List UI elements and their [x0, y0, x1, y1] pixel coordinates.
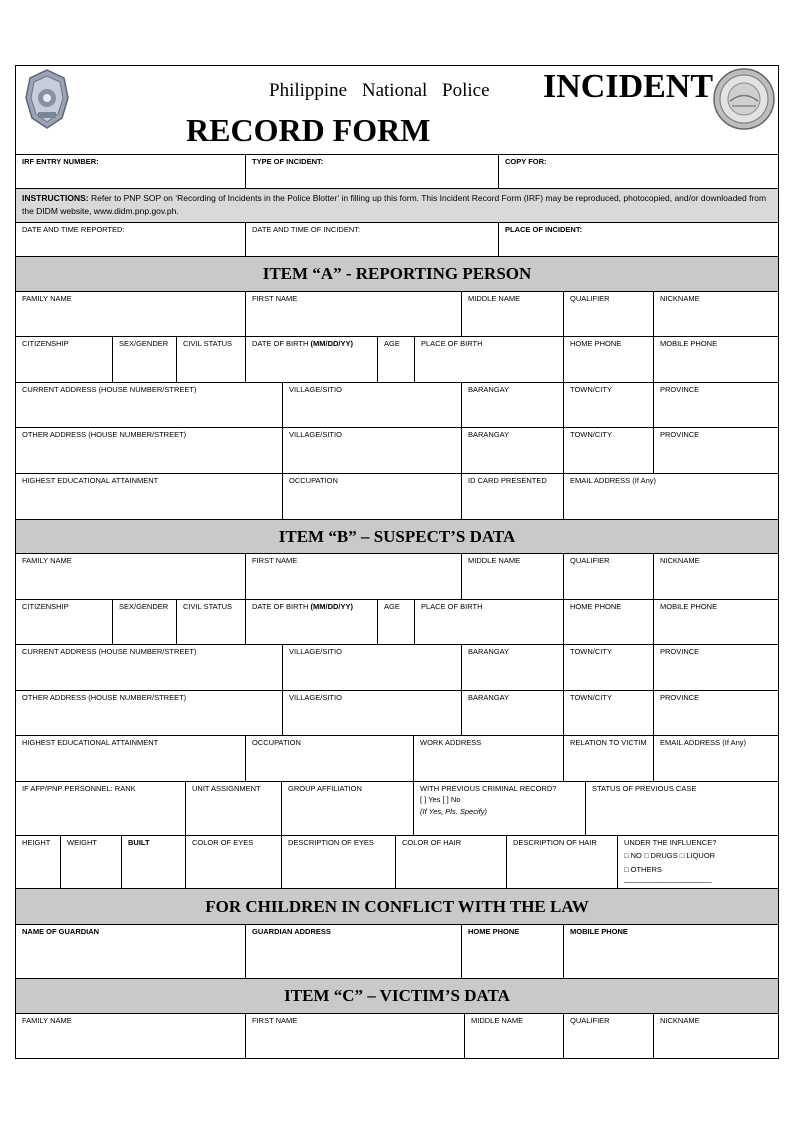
a-other-address-field[interactable]: OTHER ADDRESS (HOUSE NUMBER/STREET): [22, 430, 187, 439]
a-id-card-field[interactable]: ID CARD PRESENTED: [461, 474, 563, 519]
dob-label: DATE OF BIRTH: [252, 339, 309, 348]
b-description-eyes-field[interactable]: DESCRIPTION OF EYES: [281, 836, 395, 888]
section-cicl-title: FOR CHILDREN IN CONFLICT WITH THE LAW: [16, 888, 778, 924]
a-mobile-phone-field[interactable]: MOBILE PHONE: [653, 337, 778, 382]
under-influence-label: UNDER THE INFLUENCE?: [624, 838, 717, 847]
prev-record-specify: (If Yes, Pls. Specify): [420, 806, 487, 816]
b-town-field[interactable]: TOWN/CITY: [563, 645, 653, 690]
b-education-field[interactable]: HIGHEST EDUCATIONAL ATTAINMENT: [22, 738, 159, 747]
place-of-incident-field[interactable]: PLACE OF INCIDENT:: [498, 223, 778, 256]
b-citizenship-field[interactable]: CITIZENSHIP: [22, 602, 69, 611]
b-place-of-birth-field[interactable]: PLACE OF BIRTH: [414, 600, 563, 644]
seal-icon: [713, 68, 775, 130]
b-other-address-field[interactable]: OTHER ADDRESS (HOUSE NUMBER/STREET): [22, 693, 187, 702]
a-home-phone-field[interactable]: HOME PHONE: [563, 337, 653, 382]
a-place-of-birth-field[interactable]: PLACE OF BIRTH: [414, 337, 563, 382]
b-relation-victim-field[interactable]: RELATION TO VICTIM: [563, 736, 653, 781]
a-current-address-field[interactable]: CURRENT ADDRESS (HOUSE NUMBER/STREET): [22, 385, 197, 394]
a-first-name-field[interactable]: FIRST NAME: [245, 292, 461, 336]
b-qualifier-field[interactable]: QUALIFIER: [563, 554, 653, 599]
a-other-barangay-field[interactable]: BARANGAY: [461, 428, 563, 473]
b-afp-rank-field[interactable]: IF AFP/PNP PERSONNEL: RANK: [22, 784, 136, 793]
title-record-form: RECORD FORM: [186, 112, 431, 148]
c-qualifier-field[interactable]: QUALIFIER: [563, 1014, 653, 1058]
b-province-field[interactable]: PROVINCE: [653, 645, 778, 690]
b-home-phone-field[interactable]: HOME PHONE: [563, 600, 653, 644]
a-other-province-field[interactable]: PROVINCE: [653, 428, 778, 473]
b-built-field[interactable]: BUILT: [121, 836, 185, 888]
c-middle-name-field[interactable]: MIDDLE NAME: [464, 1014, 563, 1058]
b-other-province-field[interactable]: PROVINCE: [653, 691, 778, 735]
b-sex-gender-field[interactable]: SEX/GENDER: [112, 600, 176, 644]
c-nickname-field[interactable]: NICKNAME: [653, 1014, 778, 1058]
a-email-field[interactable]: EMAIL ADDRESS (If Any): [563, 474, 778, 519]
org-name: Philippine National Police: [269, 80, 490, 101]
b-mobile-phone-field[interactable]: MOBILE PHONE: [653, 600, 778, 644]
b-under-influence-field[interactable]: [617, 836, 778, 888]
c-first-name-field[interactable]: FIRST NAME: [245, 1014, 464, 1058]
a-civil-status-field[interactable]: CIVIL STATUS: [176, 337, 245, 382]
guardian-home-phone-field[interactable]: HOME PHONE: [461, 925, 563, 978]
dob-label: DATE OF BIRTH: [252, 602, 309, 611]
a-nickname-field[interactable]: NICKNAME: [653, 292, 778, 336]
section-item-b-title: ITEM “B” – SUSPECT’S DATA: [16, 519, 778, 553]
form-header: [16, 66, 778, 154]
a-age-field[interactable]: AGE: [377, 337, 414, 382]
a-education-field[interactable]: HIGHEST EDUCATIONAL ATTAINMENT: [22, 476, 159, 485]
a-sex-gender-field[interactable]: SEX/GENDER: [112, 337, 176, 382]
b-other-village-field[interactable]: VILLAGE/SITIO: [282, 691, 461, 735]
b-date-of-birth-field[interactable]: [245, 600, 377, 644]
influence-others-line: _____________________: [624, 874, 712, 884]
a-barangay-field[interactable]: BARANGAY: [461, 383, 563, 427]
c-family-name-field[interactable]: FAMILY NAME: [22, 1016, 72, 1025]
a-date-of-birth-field[interactable]: [245, 337, 377, 382]
title-incident: INCIDENT: [543, 68, 714, 105]
b-current-address-field[interactable]: CURRENT ADDRESS (HOUSE NUMBER/STREET): [22, 647, 197, 656]
a-qualifier-field[interactable]: QUALIFIER: [563, 292, 653, 336]
dob-format: (MM/DD/YY): [310, 339, 353, 348]
a-other-village-field[interactable]: VILLAGE/SITIO: [282, 428, 461, 473]
b-occupation-field[interactable]: OCCUPATION: [245, 736, 413, 781]
b-color-hair-field[interactable]: COLOR OF HAIR: [395, 836, 506, 888]
b-height-field[interactable]: HEIGHT: [22, 838, 51, 847]
a-town-field[interactable]: TOWN/CITY: [563, 383, 653, 427]
b-email-field[interactable]: EMAIL ADDRESS (If Any): [653, 736, 778, 781]
a-province-field[interactable]: PROVINCE: [653, 383, 778, 427]
prev-record-yesno[interactable]: [ ] Yes [ ] No: [420, 795, 461, 805]
guardian-mobile-phone-field[interactable]: MOBILE PHONE: [563, 925, 778, 978]
a-occupation-field[interactable]: OCCUPATION: [282, 474, 461, 519]
guardian-address-field[interactable]: GUARDIAN ADDRESS: [245, 925, 461, 978]
pnp-badge-icon: [24, 68, 70, 130]
b-previous-record-field[interactable]: [413, 782, 585, 835]
a-family-name-field[interactable]: FAMILY NAME: [22, 294, 72, 303]
b-nickname-field[interactable]: NICKNAME: [653, 554, 778, 599]
b-color-eyes-field[interactable]: COLOR OF EYES: [185, 836, 281, 888]
b-unit-assignment-field[interactable]: UNIT ASSIGNMENT: [185, 782, 281, 835]
guardian-name-field[interactable]: NAME OF GUARDIAN: [22, 927, 100, 936]
incident-record-form: [15, 65, 779, 1059]
influence-options[interactable]: □ NO □ DRUGS □ LIQUOR: [624, 851, 716, 861]
b-barangay-field[interactable]: BARANGAY: [461, 645, 563, 690]
section-item-a-title: ITEM “A” - REPORTING PERSON: [16, 256, 778, 291]
b-civil-status-field[interactable]: CIVIL STATUS: [176, 600, 245, 644]
instructions-label: INSTRUCTIONS:: [22, 193, 89, 203]
section-item-c-title: ITEM “C” – VICTIM’S DATA: [16, 978, 778, 1013]
b-first-name-field[interactable]: FIRST NAME: [245, 554, 461, 599]
b-age-field[interactable]: AGE: [377, 600, 414, 644]
a-citizenship-field[interactable]: CITIZENSHIP: [22, 339, 69, 348]
type-of-incident-field[interactable]: TYPE OF INCIDENT:: [245, 155, 498, 188]
a-village-field[interactable]: VILLAGE/SITIO: [282, 383, 461, 427]
b-middle-name-field[interactable]: MIDDLE NAME: [461, 554, 563, 599]
instructions-text: Refer to PNP SOP on ‘Recording of Incidents in the Police Blotter’ in filling up this form. This Incident Record Form (IRF) may be reproduced, photocopied, and/or downloaded from the DIDM website, www.didm.pnp.gov.ph.: [22, 193, 767, 216]
a-other-town-field[interactable]: TOWN/CITY: [563, 428, 653, 473]
copy-for-field[interactable]: COPY FOR:: [498, 155, 778, 188]
b-status-previous-case-field[interactable]: STATUS OF PREVIOUS CASE: [585, 782, 778, 835]
b-village-field[interactable]: VILLAGE/SITIO: [282, 645, 461, 690]
date-time-reported-field[interactable]: DATE AND TIME REPORTED:: [22, 225, 125, 234]
b-work-address-field[interactable]: WORK ADDRESS: [413, 736, 563, 781]
date-time-incident-field[interactable]: DATE AND TIME OF INCIDENT:: [245, 223, 498, 256]
irf-entry-number-field[interactable]: IRF ENTRY NUMBER:: [22, 157, 99, 166]
prev-record-label: WITH PREVIOUS CRIMINAL RECORD?: [420, 784, 557, 793]
b-description-hair-field[interactable]: DESCRIPTION OF HAIR: [506, 836, 617, 888]
b-other-barangay-field[interactable]: BARANGAY: [461, 691, 563, 735]
b-group-affiliation-field[interactable]: GROUP AFFILIATION: [281, 782, 413, 835]
dob-format: (MM/DD/YY): [310, 602, 353, 611]
a-middle-name-field[interactable]: MIDDLE NAME: [461, 292, 563, 336]
b-weight-field[interactable]: WEIGHT: [60, 836, 121, 888]
b-family-name-field[interactable]: FAMILY NAME: [22, 556, 72, 565]
instructions: [16, 189, 778, 222]
b-other-town-field[interactable]: TOWN/CITY: [563, 691, 653, 735]
influence-others[interactable]: □ OTHERS: [624, 864, 662, 874]
